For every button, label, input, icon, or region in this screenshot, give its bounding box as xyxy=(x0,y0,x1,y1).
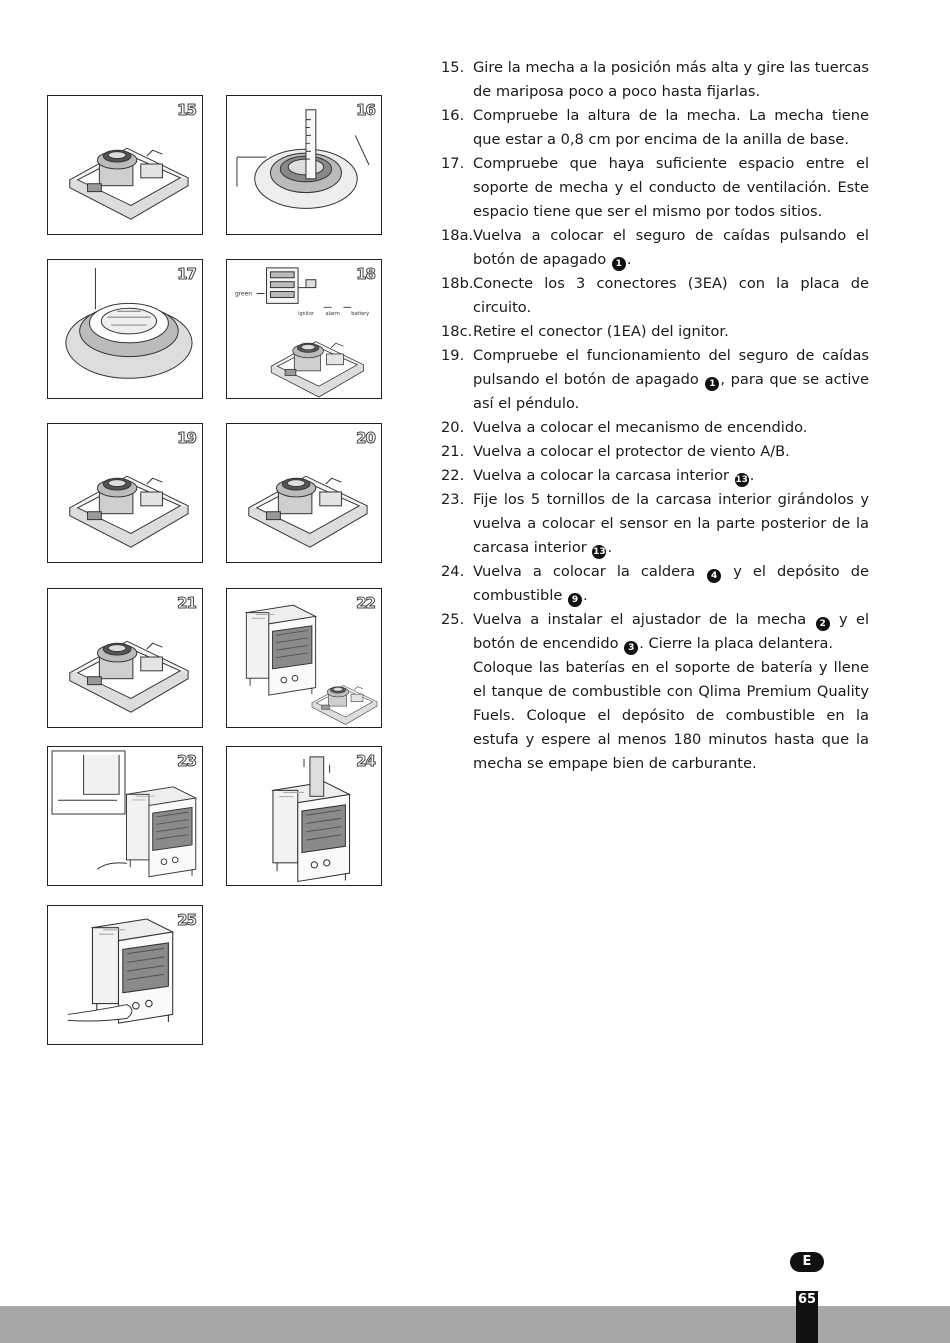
step-text: Compruebe la altura de la mecha. La mecha tiene que estar a 0,8 cm por encima de la anilla de base. xyxy=(473,107,869,148)
step-text: Vuelva a colocar el seguro de caídas pulsando el botón de apagado 1 . xyxy=(473,227,869,269)
part-number-badge: 9 xyxy=(568,593,582,607)
part-number-badge: 13 xyxy=(735,475,748,485)
figure-21 xyxy=(47,588,203,728)
part-number-badge: 3 xyxy=(624,641,638,655)
instruction-steps xyxy=(441,56,869,656)
step-number: 20. xyxy=(441,419,465,436)
step-item xyxy=(441,56,869,104)
part-number-badge: 2 xyxy=(816,617,830,631)
figure-number: 20 xyxy=(356,429,375,447)
part-number-badge: 4 xyxy=(707,569,721,583)
step-item xyxy=(441,320,869,344)
figure-18 xyxy=(226,259,382,399)
figure-number: 25 xyxy=(177,911,196,929)
step-number: 15. xyxy=(441,59,465,76)
step-item xyxy=(441,224,869,272)
fig18-left-label: green xyxy=(235,291,253,298)
figure-19 xyxy=(47,423,203,563)
step-text: Vuelva a instalar el ajustador de la mecha 2 y el botón de encendido 3 . Cierre la placa delantera. xyxy=(473,611,870,653)
figure-24 xyxy=(226,746,382,886)
fig18-bottom-label-1: ignitor xyxy=(298,311,314,318)
step-item xyxy=(441,416,869,440)
part-number-badge: 1 xyxy=(705,377,719,391)
step-text: Fije los 5 tornillos de la carcasa interior girándolos y vuelva a colocar el sensor en la parte posterior de la carcasa interior 13 . xyxy=(473,491,869,557)
step-item xyxy=(441,152,869,224)
figure-20 xyxy=(226,423,382,563)
step-number: 21. xyxy=(441,443,465,460)
step-text: Compruebe que haya suficiente espacio entre el soporte de mecha y el conducto de ventilación. Este espacio tiene que ser el mismo por todos sitios. xyxy=(473,155,869,220)
step-item xyxy=(441,608,869,656)
step-text: Vuelva a colocar el protector de viento A/B. xyxy=(473,443,790,460)
step-number: 24. xyxy=(441,563,465,580)
figure-number: 18 xyxy=(356,265,375,283)
step-item xyxy=(441,488,869,560)
step-number: 17. xyxy=(441,155,465,172)
figure-number: 22 xyxy=(356,594,375,612)
step-number: 18b. xyxy=(441,275,474,292)
step-item xyxy=(441,344,869,416)
step-number: 19. xyxy=(441,347,465,364)
fig18-bottom-label-3: battery xyxy=(351,311,370,318)
figure-number: 19 xyxy=(177,429,196,447)
step-item xyxy=(441,560,869,608)
step-number: 16. xyxy=(441,107,465,124)
step-text: Vuelva a colocar la caldera 4 y el depósito de combustible 9 . xyxy=(473,563,869,605)
figure-17 xyxy=(47,259,203,399)
figure-16 xyxy=(226,95,382,235)
step-text: Conecte los 3 conectores (3EA) con la placa de circuito. xyxy=(473,275,869,316)
fig18-bottom-label-2: alarm xyxy=(325,311,340,318)
figure-number: 23 xyxy=(177,752,196,770)
figure-23 xyxy=(47,746,203,886)
figure-number: 21 xyxy=(177,594,196,612)
part-number-badge: 1 xyxy=(612,257,626,271)
figure-25 xyxy=(47,905,203,1045)
step-number: 23. xyxy=(441,491,465,508)
step-text: Vuelva a colocar el mecanismo de encendido. xyxy=(473,419,808,436)
step-number: 18a. xyxy=(441,227,474,244)
figure-number: 17 xyxy=(177,265,196,283)
step-item xyxy=(441,464,869,488)
figure-22 xyxy=(226,588,382,728)
step-item xyxy=(441,440,869,464)
language-badge: E xyxy=(790,1252,824,1272)
step-number: 25. xyxy=(441,611,465,628)
step-text: Retire el conector (1EA) del ignitor. xyxy=(473,323,729,340)
step-item xyxy=(441,104,869,152)
step-item xyxy=(441,272,869,320)
closing-paragraph: Coloque las baterías en el soporte de batería y llene el tanque de combustible con Qlima Premium Quality Fuels. Coloque el depósito de combustible en la estufa y espere al menos 180 minutos hasta que la mecha se empape bien de carburante. xyxy=(473,659,869,772)
step-number: 22. xyxy=(441,467,465,484)
page-number: 65 xyxy=(797,1292,817,1307)
figure-number: 16 xyxy=(356,101,375,119)
step-text: Compruebe el funcionamiento del seguro de caídas pulsando el botón de apagado 1 , para que se active así el péndulo. xyxy=(473,347,869,412)
step-text: Gire la mecha a la posición más alta y gire las tuercas de mariposa poco a poco hasta fijarlas. xyxy=(473,59,869,100)
figure-number: 15 xyxy=(177,101,196,119)
part-number-badge: 13 xyxy=(593,547,606,557)
figure-15 xyxy=(47,95,203,235)
step-number: 18c. xyxy=(441,323,473,340)
step-text: Vuelva a colocar la carcasa interior 13 . xyxy=(473,467,755,485)
figure-number: 24 xyxy=(356,752,375,770)
